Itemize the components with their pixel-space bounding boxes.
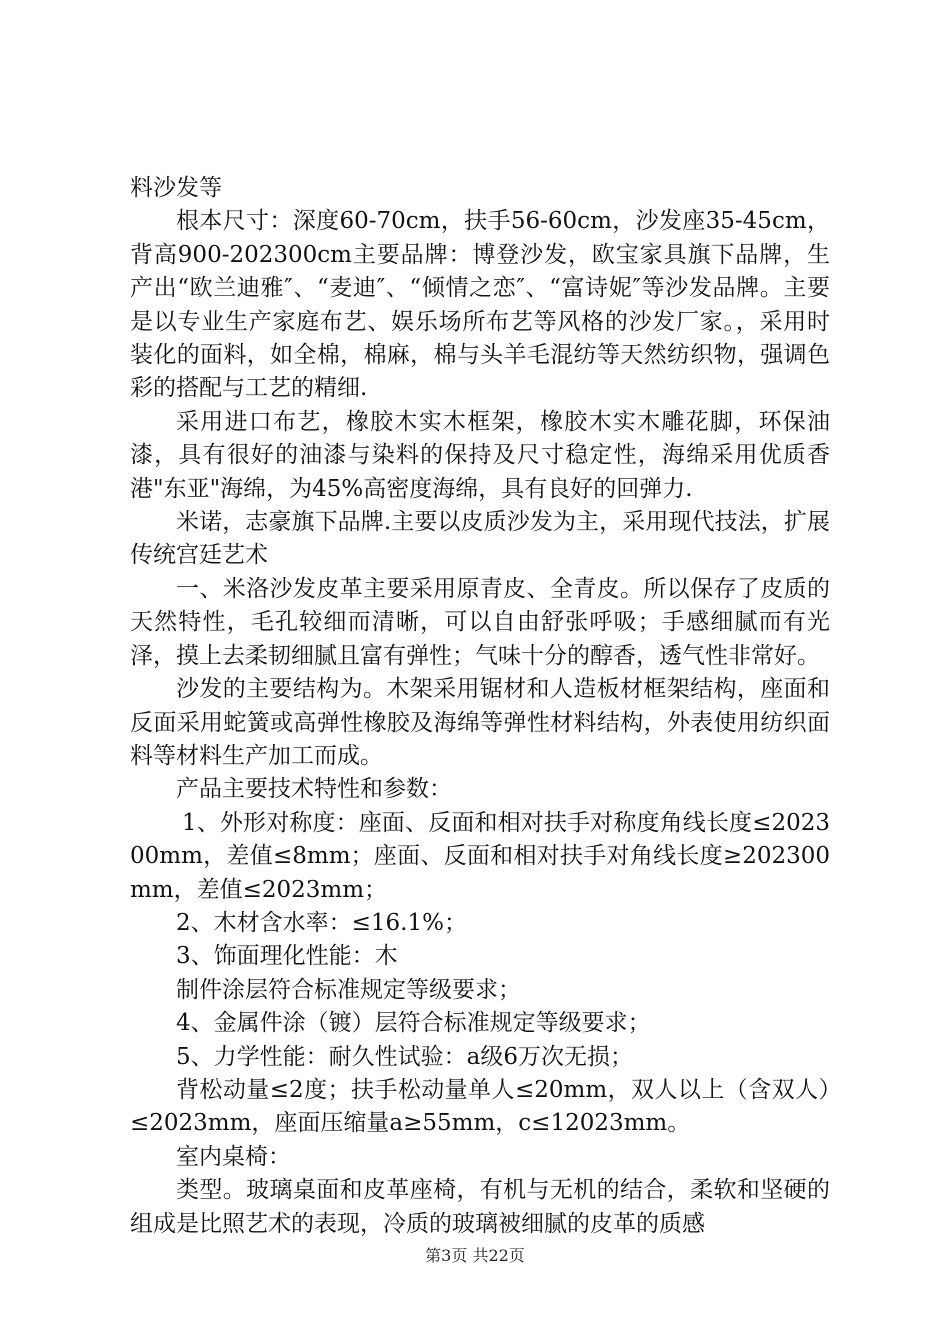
page-footer xyxy=(0,1243,950,1266)
document-body xyxy=(130,172,830,1241)
paragraph: 1、外形对称度：座面、反面和相对扶手对称度角线长度≤202300mm，差值≤8mm；座面、反面和相对扶手对角线长度≥202300mm，差值≤2023mm； xyxy=(130,809,830,903)
paragraph: 2、木材含水率：≤16.1%； xyxy=(176,909,467,936)
paragraph: 5、力学性能：耐久性试验：a级6万次无损； xyxy=(176,1043,633,1070)
paragraph: 室内桌椅： xyxy=(176,1143,291,1170)
paragraph: 类型。玻璃桌面和皮革座椅，有机与无机的结合，柔软和坚硬的组成是比照艺术的表现，冷质的玻璃被细腻的皮革的质感 xyxy=(130,1177,830,1237)
paragraph: 制件涂层符合标准规定等级要求； xyxy=(176,976,521,1003)
paragraph: 根本尺寸：深度60-70cm，扶手56-60cm，沙发座35-45cm，背高900-202300cm主要品牌：博登沙发，欧宝家具旗下品牌，生产出“欧兰迪雅″、“麦迪″、“倾情之恋″、“富诗妮″等沙发品牌。主要是以专业生产家庭布艺、娱乐场所布艺等风格的沙发厂家。，采用时装化的面料，如全棉，棉麻，棉与头羊毛混纺等天然纺织物，强调色彩的搭配与工艺的精细. xyxy=(130,208,830,402)
paragraph: 沙发的主要结构为。木架采用锯材和人造板材框架结构，座面和反面采用蛇簧或高弹性橡胶及海绵等弹性材料结构，外表使用纺织面料等材料生产加工而成。 xyxy=(130,676,830,769)
paragraph: 料沙发等 xyxy=(130,175,222,201)
paragraph: 一、米洛沙发皮革主要采用原青皮、全青皮。所以保存了皮质的天然特性，毛孔较细而清晰，可以自由舒张呼吸；手感细腻而有光泽，摸上去柔韧细腻且富有弹性；气味十分的醇香，透气性非常好。 xyxy=(130,575,830,669)
page-number-label: 第3页 共22页 xyxy=(425,1246,525,1265)
paragraph: 背松动量≤2度；扶手松动量单人≤20mm，双人以上（含双人）≤2023mm，座面压缩量a≥55mm，c≤12023mm。 xyxy=(130,1076,830,1137)
paragraph: 采用进口布艺，橡胶木实木框架，橡胶木实木雕花脚，环保油漆，具有很好的油漆与染料的保持及尺寸稳定性，海绵采用优质香港"东亚"海绵，为45%高密度海绵，具有良好的回弹力. xyxy=(130,408,830,502)
paragraph: 4、金属件涂（镀）层符合标准规定等级要求； xyxy=(176,1010,651,1037)
paragraph: 产品主要技术特性和参数： xyxy=(176,776,452,803)
paragraph: 3、饰面理化性能：木 xyxy=(176,943,398,970)
paragraph: 米诺，志豪旗下品牌.主要以皮质沙发为主，采用现代技法，扩展传统宫廷艺术 xyxy=(130,509,830,569)
